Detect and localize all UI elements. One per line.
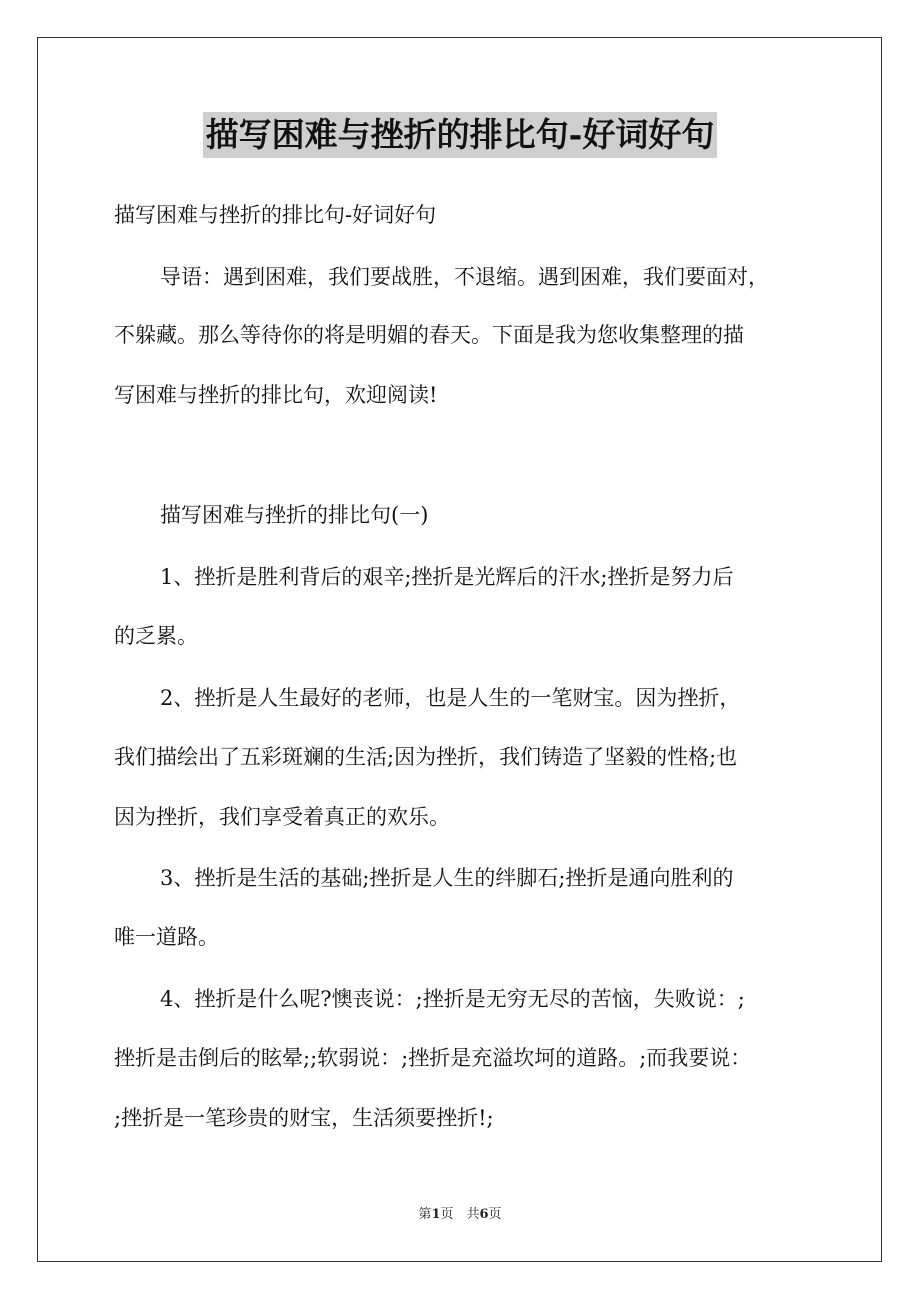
- intro-line-1: 导语：遇到困难，我们要战胜，不退缩。遇到困难，我们要面对，: [160, 265, 769, 289]
- footer-prefix: 第: [418, 1207, 432, 1222]
- item-2-line-1: 2、挫折是人生最好的老师，也是人生的一笔财宝。因为挫折，: [160, 686, 741, 710]
- item-4-line-2: 挫折是击倒后的眩晕;;软弱说：;挫折是充溢坎坷的道路。;而我要说：: [114, 1046, 752, 1070]
- footer-suffix: 页: [488, 1207, 502, 1222]
- intro-line-2: 不躲藏。那么等待你的将是明媚的春天。下面是我为您收集整理的描: [114, 323, 744, 347]
- title-wrap: [0, 112, 920, 158]
- item-3-line-1: 3、挫折是生活的基础;挫折是人生的绊脚石;挫折是通向胜利的: [160, 866, 734, 890]
- intro-line-3: 写困难与挫折的排比句，欢迎阅读!: [114, 383, 438, 407]
- item-1-line-2: 的乏累。: [114, 624, 198, 648]
- page-footer: [0, 1206, 920, 1224]
- section-heading: 描写困难与挫折的排比句(一): [160, 503, 429, 527]
- document-title: 描写困难与挫折的排比句-好词好句: [203, 112, 718, 158]
- item-4-line-3: ;挫折是一笔珍贵的财宝，生活须要挫折!;: [114, 1106, 494, 1130]
- item-3-line-2: 唯一道路。: [114, 925, 219, 949]
- footer-mid: 页 共: [440, 1207, 480, 1222]
- item-4-line-1: 4、挫折是什么呢?懊丧说：;挫折是无穷无尽的苦恼，失败说：;: [160, 987, 745, 1011]
- item-2-line-3: 因为挫折，我们享受着真正的欢乐。: [114, 805, 450, 829]
- document-subtitle: 描写困难与挫折的排比句-好词好句: [114, 203, 437, 227]
- item-1-line-1: 1、挫折是胜利背后的艰辛;挫折是光辉后的汗水;挫折是努力后: [160, 565, 734, 589]
- footer-current-page: 1: [431, 1207, 441, 1222]
- item-2-line-2: 我们描绘出了五彩斑斓的生活;因为挫折，我们铸造了坚毅的性格;也: [114, 745, 738, 769]
- footer-total-pages: 6: [479, 1207, 489, 1222]
